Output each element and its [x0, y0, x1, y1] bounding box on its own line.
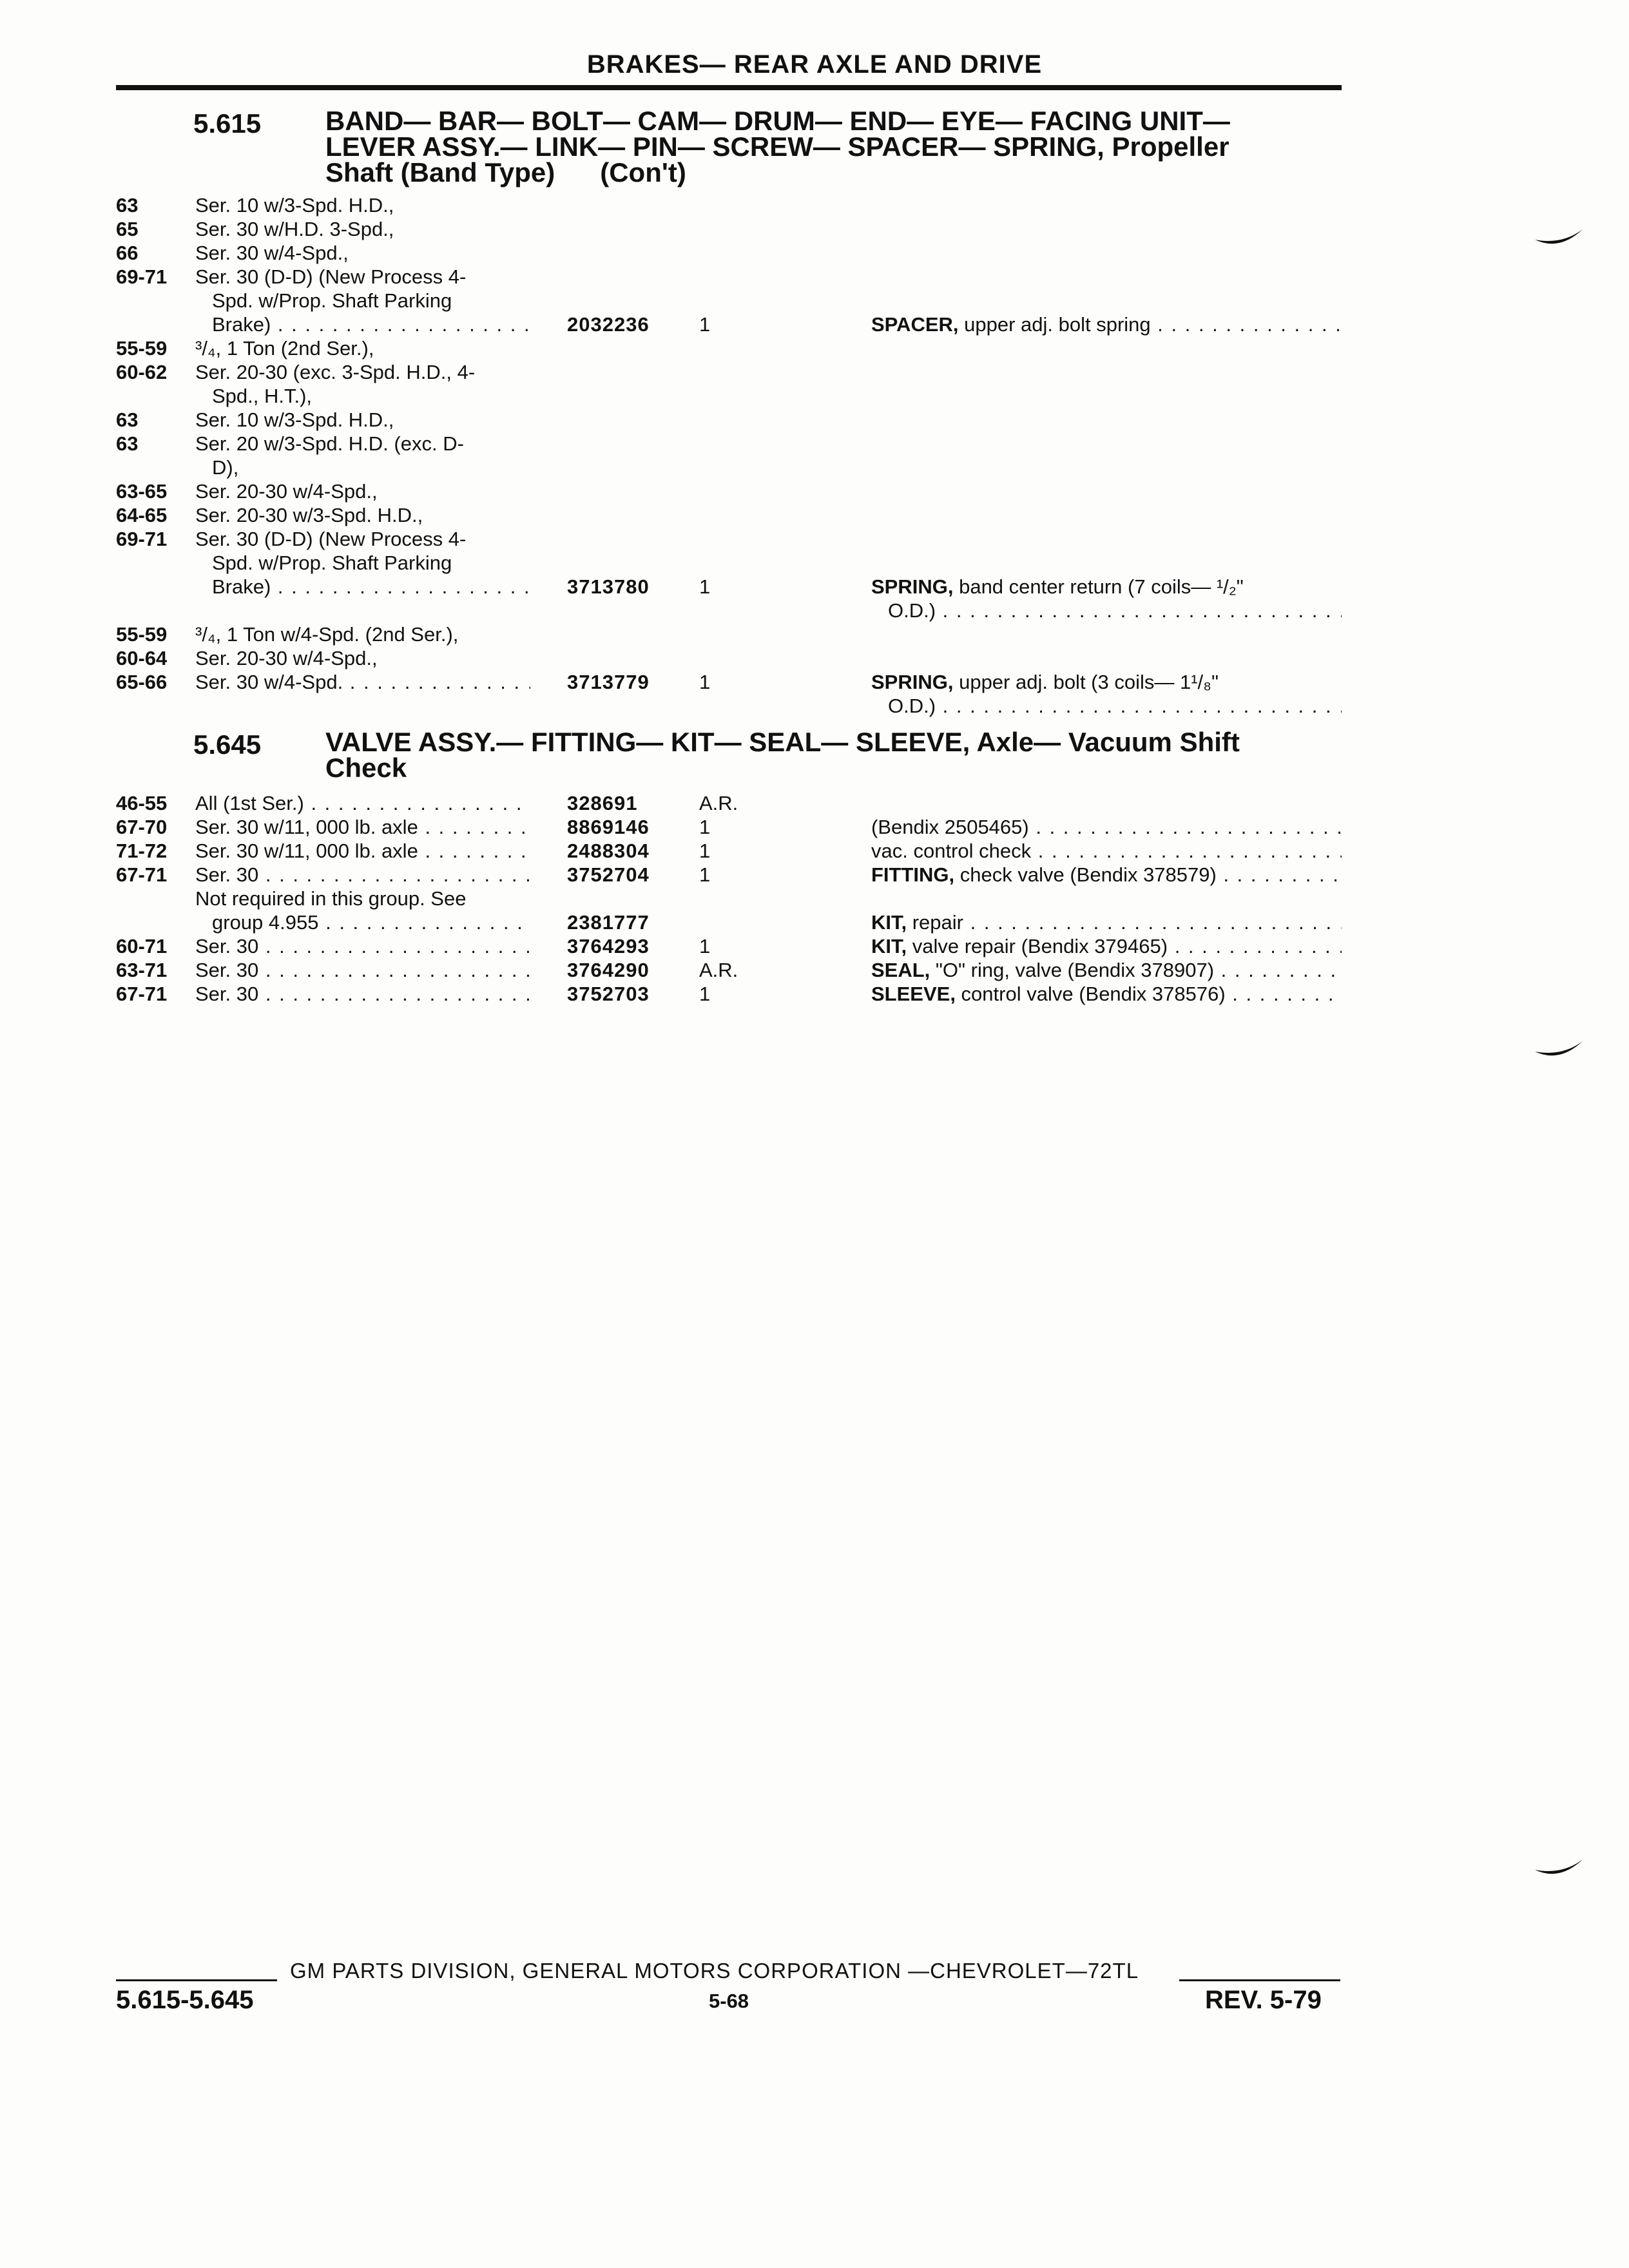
description: [871, 863, 1342, 887]
application-line: Ser. 20-30 w/4-Spd.,: [195, 480, 378, 503]
model-year: 67-71: [116, 863, 168, 886]
part-number: 8869146: [567, 816, 650, 838]
model-year: 71-72: [116, 840, 168, 862]
description: [871, 815, 1342, 839]
section-title-line: Shaft (Band Type) (Con't): [325, 157, 686, 187]
application-line: Brake) . . .: [195, 312, 530, 336]
model-year: 63: [116, 408, 139, 431]
model-year: 60-64: [116, 647, 168, 669]
description-line: [871, 863, 1342, 887]
application: [195, 839, 530, 863]
model-year: 67-71: [116, 983, 168, 1005]
description-line: [871, 575, 1342, 599]
description: [871, 934, 1342, 958]
application: [195, 863, 530, 887]
model-year: 69-71: [116, 528, 168, 550]
description-line: [871, 839, 1342, 863]
description-keyword: SEAL,: [871, 959, 930, 981]
description: [871, 958, 1342, 982]
description-line: [871, 815, 1342, 839]
application: [195, 622, 530, 646]
application: [195, 432, 530, 479]
description-text: control valve (Bendix 378576): [955, 983, 1226, 1005]
description-line: [871, 599, 1342, 622]
footer-rule: [1179, 1979, 1340, 1981]
application-line: Ser. 30 (D-D) (New Process 4-: [195, 265, 467, 288]
application: [195, 887, 530, 934]
application: [195, 982, 530, 1006]
description: [871, 982, 1342, 1006]
description-keyword: SPACER,: [871, 313, 959, 336]
model-year: 63-65: [116, 480, 168, 503]
footer-section-range: 5.615-5.645: [116, 1986, 254, 2014]
application-line: Ser. 30 . . .: [195, 863, 530, 887]
application-line: Ser. 20-30 w/3-Spd. H.D.,: [195, 504, 423, 526]
description-keyword: SPRING,: [871, 575, 954, 598]
application-line: Ser. 10 w/3-Spd. H.D.,: [195, 194, 394, 216]
description-text: O.D.): [888, 695, 936, 717]
application-line: Ser. 20 w/3-Spd. H.D. (exc. D-: [195, 432, 464, 455]
application-line: Brake) . . .: [195, 575, 530, 599]
description-line: [871, 910, 1342, 934]
footer-page-number: 5-68: [709, 1990, 749, 2012]
application-line: ³/₄, 1 Ton w/4-Spd. (2nd Ser.),: [195, 623, 459, 646]
part-number: 3752703: [567, 983, 650, 1005]
binder-mark-icon: [1534, 1037, 1585, 1063]
section-title-line: VALVE ASSY.— FITTING— KIT— SEAL— SLEEVE, Axle— Vacuum Shift: [325, 727, 1240, 757]
quantity: 1: [699, 816, 711, 838]
quantity: 1: [699, 313, 711, 336]
application-line: Spd., H.T.),: [212, 385, 313, 407]
section-title: [325, 108, 1350, 186]
application: [195, 217, 530, 241]
application-line: D),: [212, 456, 239, 479]
application-line: Ser. 30 . . .: [195, 934, 530, 958]
description-line: [871, 312, 1342, 336]
application: [195, 527, 530, 599]
part-number: 3764293: [567, 935, 650, 957]
description-text: upper adj. bolt spring: [958, 313, 1151, 336]
header-rule: [116, 85, 1342, 90]
application-line: Spd. w/Prop. Shaft Parking: [212, 289, 452, 312]
application-line: Not required in this group. See: [195, 887, 467, 910]
description-keyword: FITTING,: [871, 863, 955, 886]
description-text: check valve (Bendix 378579): [954, 863, 1217, 886]
model-year: 63-71: [116, 959, 168, 981]
model-year: 67-70: [116, 816, 168, 838]
application-line: Ser. 20-30 w/4-Spd.,: [195, 647, 378, 669]
description-text: band center return (7 coils— ¹/₂": [953, 575, 1244, 598]
binder-mark-icon: [1534, 226, 1585, 251]
footer-corporation: GM PARTS DIVISION, GENERAL MOTORS CORPORATION —CHEVROLET—72TL: [290, 1959, 1139, 1983]
description-text: upper adj. bolt (3 coils— 1¹/₈": [953, 671, 1219, 693]
quantity: A.R.: [699, 792, 738, 814]
application-line: Spd. w/Prop. Shaft Parking: [212, 552, 452, 574]
part-number: 3764290: [567, 959, 650, 981]
description-line: [871, 670, 1342, 694]
application: [195, 646, 530, 670]
description-keyword: SPRING,: [871, 671, 954, 693]
application-line: All (1st Ser.) . . .: [195, 791, 530, 815]
description: [871, 575, 1342, 622]
application-line: Ser. 30 w/11, 000 lb. axle . . .: [195, 839, 530, 863]
description-text: valve repair (Bendix 379465): [907, 935, 1168, 957]
footer-revision: REV. 5-79: [1205, 1986, 1322, 2014]
application-line: Ser. 10 w/3-Spd. H.D.,: [195, 408, 394, 431]
application: [195, 958, 530, 982]
application: [195, 670, 530, 694]
description-keyword: SLEEVE,: [871, 983, 956, 1005]
model-year: 63: [116, 194, 139, 216]
model-year: 60-62: [116, 361, 168, 383]
application-line: group 4.955 . . .: [195, 910, 530, 934]
application: [195, 193, 530, 217]
part-number: 2488304: [567, 840, 650, 862]
model-year: 66: [116, 242, 139, 264]
model-year: 69-71: [116, 265, 168, 288]
application-line: ³/₄, 1 Ton (2nd Ser.),: [195, 337, 374, 360]
application-line: Ser. 30 w/H.D. 3-Spd.,: [195, 218, 394, 240]
description: [871, 910, 1342, 934]
application: [195, 791, 530, 815]
application: [195, 265, 530, 336]
model-year: 46-55: [116, 792, 168, 814]
description: [871, 839, 1342, 863]
application-line: Ser. 30 w/11, 000 lb. axle . . .: [195, 815, 530, 839]
description-line: [871, 934, 1342, 958]
part-number: 2381777: [567, 911, 650, 934]
application: [195, 934, 530, 958]
description-line: [871, 982, 1342, 1006]
application: [195, 815, 530, 839]
model-year: 65-66: [116, 671, 168, 693]
section-title-line: LEVER ASSY.— LINK— PIN— SCREW— SPACER— SPRING, Propeller: [325, 131, 1229, 162]
part-number: 3752704: [567, 863, 650, 886]
application-line: Ser. 20-30 (exc. 3-Spd. H.D., 4-: [195, 361, 476, 383]
quantity: 1: [699, 840, 711, 862]
page-header-title: BRAKES— REAR AXLE AND DRIVE: [586, 50, 1043, 79]
model-year: 63: [116, 432, 139, 455]
application: [195, 503, 530, 527]
section-number: 5.615: [193, 108, 262, 139]
application: [195, 360, 530, 408]
application: [195, 479, 530, 503]
quantity: 1: [699, 575, 711, 598]
description: [871, 670, 1342, 718]
section-number: 5.645: [193, 729, 262, 760]
model-year: 65: [116, 218, 139, 240]
model-year: 55-59: [116, 623, 168, 646]
footer-rule: [116, 1979, 277, 1981]
part-number: 2032236: [567, 313, 650, 336]
description-line: [871, 958, 1342, 982]
model-year: 55-59: [116, 337, 168, 360]
part-number: 3713780: [567, 575, 650, 598]
quantity: 1: [699, 863, 711, 886]
binder-mark-icon: [1534, 1856, 1585, 1881]
application-line: Ser. 30 w/4-Spd. . . .: [195, 670, 530, 694]
description-keyword: KIT,: [871, 935, 907, 957]
description-text: (Bendix 2505465): [871, 816, 1029, 838]
section-title-line: Check: [325, 753, 407, 783]
application: [195, 408, 530, 432]
description-text: O.D.): [888, 599, 936, 622]
application-line: Ser. 30 . . .: [195, 958, 530, 982]
part-number: 328691: [567, 792, 638, 814]
part-number: 3713779: [567, 671, 650, 693]
description-text: vac. control check: [871, 840, 1032, 862]
description-text: "O" ring, valve (Bendix 378907): [930, 959, 1215, 981]
description-line: [871, 694, 1342, 718]
quantity: 1: [699, 935, 711, 957]
section-title: [325, 729, 1350, 781]
description: [871, 312, 1342, 336]
application: [195, 241, 530, 265]
application: [195, 336, 530, 360]
description-text: repair: [907, 911, 963, 934]
application-line: Ser. 30 . . .: [195, 982, 530, 1006]
description-keyword: KIT,: [871, 911, 907, 934]
quantity: 1: [699, 671, 711, 693]
section-title-line: BAND— BAR— BOLT— CAM— DRUM— END— EYE— FACING UNIT—: [325, 106, 1230, 136]
application-line: Ser. 30 (D-D) (New Process 4-: [195, 528, 467, 550]
model-year: 64-65: [116, 504, 168, 526]
quantity: 1: [699, 983, 711, 1005]
model-year: 60-71: [116, 935, 168, 957]
quantity: A.R.: [699, 959, 738, 981]
application-line: Ser. 30 w/4-Spd.,: [195, 242, 349, 264]
